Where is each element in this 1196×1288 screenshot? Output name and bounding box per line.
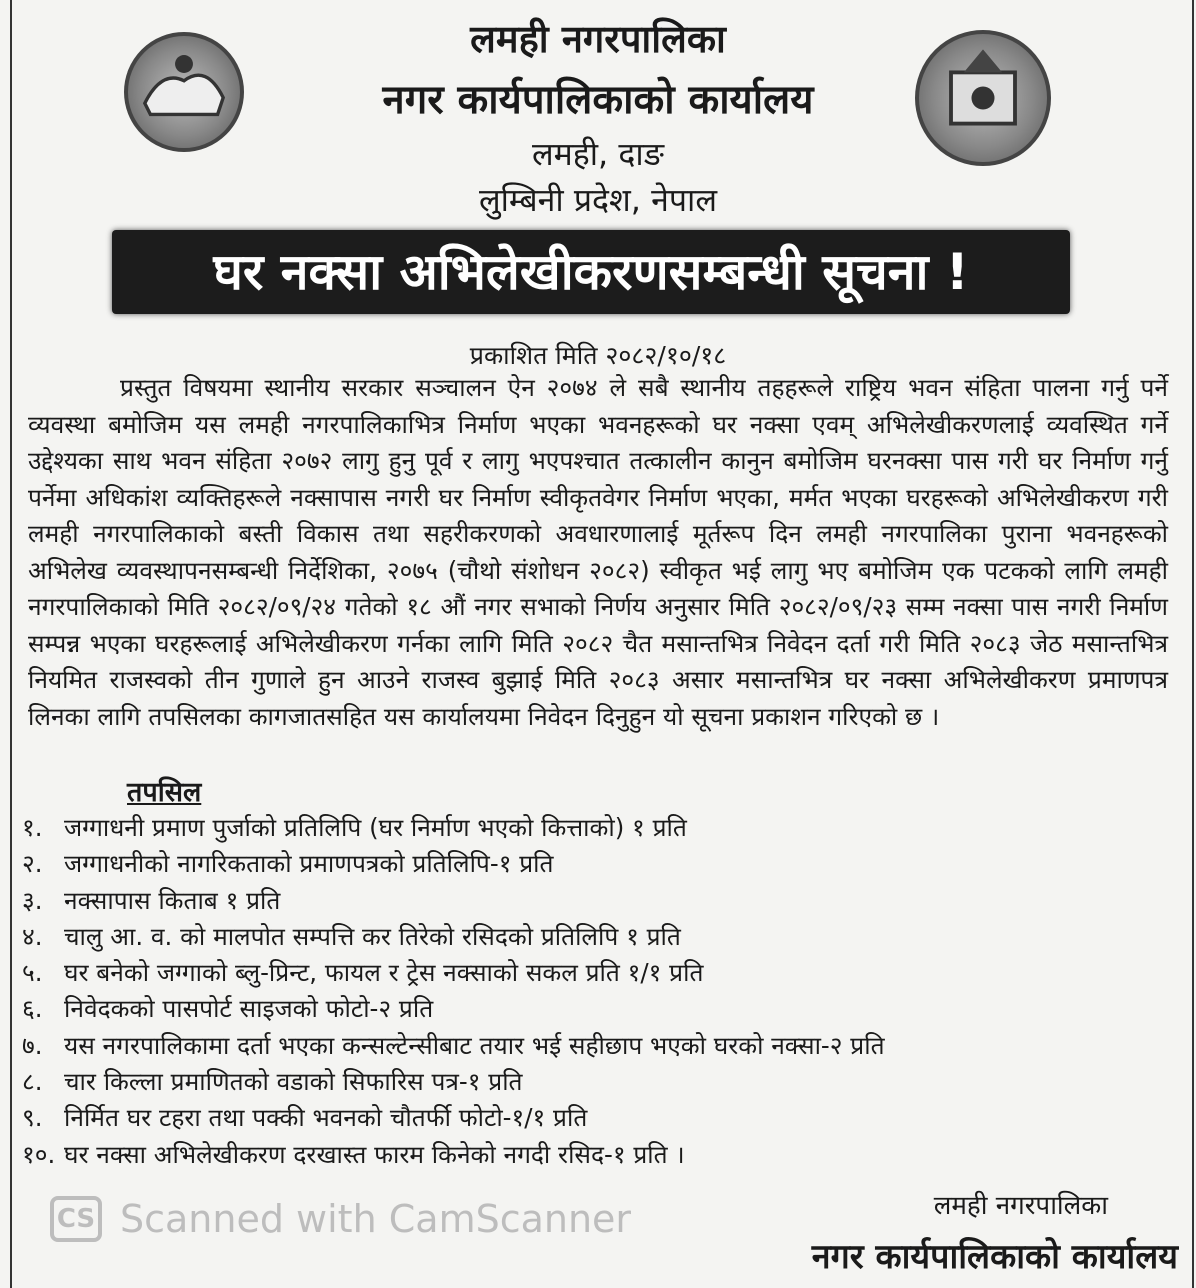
item-text: चालु आ. व. को मालपोत सम्पत्ति कर तिरेको रसिदको प्रतिलिपि १ प्रति — [64, 921, 681, 951]
published-date: प्रकाशित मिति २०८२/१०/१८ — [469, 341, 727, 370]
item-text: यस नगरपालिकामा दर्ता भएका कन्सल्टेन्सीबाट तयार भई सहीछाप भएको घरको नक्सा-२ प्रति — [64, 1030, 885, 1060]
item-number: ९. — [22, 1103, 43, 1133]
signature-office: नगर कार्यपालिकाको कार्यालय — [811, 1237, 1178, 1277]
municipality-name: लमही नगरपालिका — [470, 17, 726, 61]
notice-body: प्रस्तुत विषयमा स्थानीय सरकार सञ्चालन ऐन २०७४ ले सबै स्थानीय तहहरूले राष्ट्रिय भवन संहिता पालना गर्नु पर्ने व्यवस्था बमोजिम यस लमही नगरपालिकाभित्र निर्माण भएका भवनहरूको घर नक्सा एवम् अभिलेखीकरणलाई व्यवस्थित गर्ने उद्देश्यका साथ भवन संहिता २०७२ लागु हुनु पूर्व र लागु भएपश्चात तत्कालीन कानुन बमोजिम घरनक्सा पास गरी घर निर्माण गर्नु पर्नेमा अधिकांश व्यक्तिहरूले नक्सापास नगरी घर निर्माण स्वीकृतवेगर निर्माण भएका, मर्मत भएका घरहरूको अभिलेखीकरण गरी लमही नगरपालिकाको बस्ती विकास तथा सहरीकरणको अवधारणालाई मूर्तरूप दिन लमही नगरपालिका पुराना भवनहरूको अभिलेख व्यवस्थापनसम्बन्धी निर्देशिका, २०७५ (चौथो संशोधन २०८२) स्वीकृत भई लागु भए बमोजिम एक पटकको लागि लमही नगरपालिकाको मिति २०८२/०९/२४ गतेको १८ औं नगर सभाको निर्णय अनुसार मिति २०८२/०९/२३ सम्म नक्सा पास नगरी निर्माण सम्पन्न भएका घरहरूलाई अभिलेखीकरण गर्नका लागि मिति २०८२ चैत मसान्तभित्र निवेदन दर्ता गरी मिति २०८३ जेठ मसान्तभित्र नियमित राजस्वको तीन गुणाले हुन आउने राजस्व बुझाई मिति २०८३ असार मसान्तभित्र घर नक्सा अभिलेखीकरण प्रमाणपत्र लिनका लागि तपसिलका कागजातसहित यस कार्यालयमा निवेदन दिनुहुन यो सूचना प्रकाशन गरिएको छ । — [28, 373, 1168, 731]
camscanner-watermark — [50, 1196, 631, 1242]
office-name: नगर कार्यपालिकाको कार्यालय — [382, 77, 814, 123]
item-text: घर नक्सा अभिलेखीकरण दरखास्त फारम किनेको नगदी रसिद-१ प्रति । — [64, 1139, 685, 1169]
item-number: २. — [22, 849, 43, 879]
schedule-heading: तपसिल — [127, 777, 202, 808]
item-text: चार किल्ला प्रमाणितको वडाको सिफारिस पत्र-१ प्रति — [64, 1067, 523, 1097]
list-item — [22, 883, 885, 919]
list-item — [22, 1137, 885, 1173]
watermark-text: Scanned with CamScanner — [120, 1197, 632, 1241]
item-text: जग्गाधनी प्रमाण पुर्जाको प्रतिलिपि (घर निर्माण भएको कित्ताको) १ प्रति — [64, 813, 687, 842]
list-item — [22, 1064, 885, 1100]
item-text: जग्गाधनीको नागरिकताको प्रमाणपत्रको प्रतिलिपि-१ प्रति — [64, 849, 554, 879]
list-item — [22, 1100, 885, 1136]
signature-municipality: लमही नगरपालिका — [933, 1191, 1108, 1221]
item-text: निर्मित घर टहरा तथा पक्की भवनको चौतर्फी फोटो-१/१ प्रति — [64, 1103, 588, 1133]
list-item — [22, 846, 885, 882]
province-country: लुम्बिनी प्रदेश, नेपाल — [478, 181, 718, 219]
item-number: ३. — [22, 885, 43, 915]
item-text: नक्सापास किताब १ प्रति — [64, 885, 281, 915]
office-location: लमही, दाङ — [531, 135, 665, 173]
list-item — [22, 955, 885, 991]
item-text: घर बनेको जग्गाको ब्लु-प्रिन्ट, फायल र ट्रेस नक्साको सकल प्रति १/१ प्रति — [64, 958, 704, 988]
list-item — [22, 991, 885, 1027]
item-number: १०. — [22, 1139, 56, 1169]
document-list — [22, 810, 885, 1173]
item-number: ८. — [22, 1067, 43, 1097]
item-number: ६. — [22, 994, 43, 1024]
item-number: ४. — [22, 921, 43, 951]
item-number: १. — [22, 813, 43, 842]
item-number: ५. — [22, 958, 43, 988]
item-number: ७. — [22, 1030, 43, 1060]
list-item — [22, 1028, 885, 1064]
list-item — [22, 919, 885, 955]
item-text: निवेदकको पासपोर्ट साइजको फोटो-२ प्रति — [64, 994, 434, 1024]
list-item — [22, 810, 885, 846]
notice-title-banner: घर नक्सा अभिलेखीकरणसम्बन्धी सूचना ! — [112, 230, 1070, 314]
camscanner-logo-icon: CS — [50, 1196, 102, 1242]
